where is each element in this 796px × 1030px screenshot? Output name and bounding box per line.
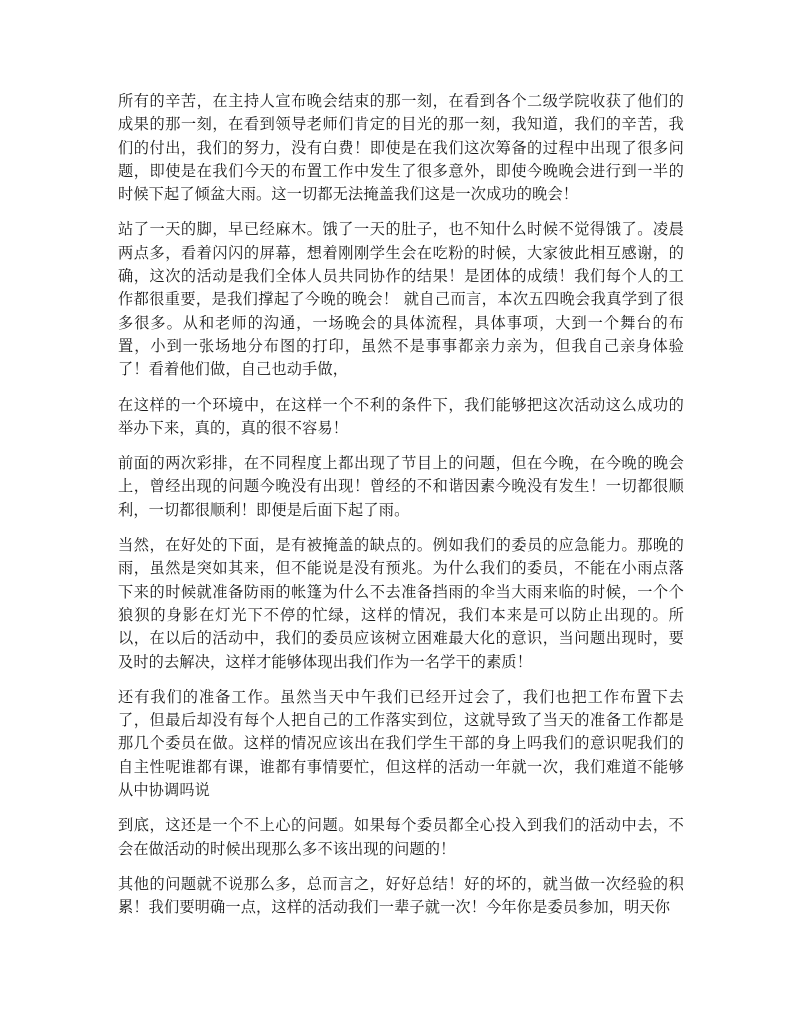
paragraph-6: 还有我们的准备工作。虽然当天中午我们已经开过会了，我们也把工作布置下去了，但最后却没有每个人把自己的工作落实到位，这就导致了当天的准备工作都是那几个委员在做。这样的情况应该出在我们学生干部的身上吗我们的意识呢我们的自主性呢谁都有课，谁都有事情要忙，但这样的活动一年就一次，我们难道不能够从中协调吗说 [118,687,684,800]
document-body [118,90,684,932]
paragraph-4: 前面的两次彩排，在不同程度上都出现了节目上的问题，但在今晚，在今晚的晚会上，曾经出现的问题今晚没有出现！曾经的不和谐因素今晚没有发生！一切都很顺利，一切都很顺利！即便是后面下起了雨。 [118,454,684,519]
paragraph-8: 其他的问题就不说那么多，总而言之，好好总结！好的坏的，就当做一次经验的积累！我们要明确一点，这样的活动我们一辈子就一次！今年你是委员参加，明天你 [118,874,684,917]
paragraph-3: 在这样的一个环境中，在这样一个不利的条件下，我们能够把这次活动这么成功的举办下来，真的，真的很不容易！ [118,395,684,437]
paragraph-1: 所有的辛苦，在主持人宣布晚会结束的那一刻，在看到各个二级学院收获了他们的成果的那一刻，在看到领导老师们肯定的目光的那一刻，我知道，我们的辛苦，我们的付出，我们的努力，没有白费！即使是在我们这次筹备的过程中出现了很多问题，即使是在我们今天的布置工作中发生了很多意外，即使今晚晚会进行到一半的时候下起了倾盆大雨。这一切都无法掩盖我们这是一次成功的晚会！ [118,92,684,204]
paragraph-5: 当然，在好处的下面，是有被掩盖的缺点的。例如我们的委员的应急能力。那晚的雨，虽然是突如其来，但不能说是没有预兆。为什么我们的委员，不能在小雨点落下来的时候就准备防雨的帐篷为什么不去准备挡雨的伞当大雨来临的时候，一个个狼狈的身影在灯光下不停的忙绿，这样的情况，我们本来是可以防止出现的。所以，在以后的活动中，我们的委员应该树立困难最大化的意识，当问题出现时，要及时的去解决，这样才能够体现出我们作为一名学干的素质！ [118,536,684,671]
paragraph-2: 站了一天的脚，早已经麻木。饿了一天的肚子，也不知什么时候不觉得饿了。凌晨两点多，看着闪闪的屏幕，想着刚刚学生会在吃粉的时候，大家彼此相互感谢，的确，这次的活动是我们全体人员共同协作的结果！是团体的成绩！我们每个人的工作都很重要，是我们撑起了今晚的晚会！ 就自己而言，本次五四晚会我真学到了很多很多。从和老师的沟通，一场晚会的具体流程，具体事项，大到一个舞台的布置，小到一张场地分布图的打印，虽然不是事事都亲力亲为，但我自己亲身体验了！看着他们做，自己也动手做， [118,220,684,379]
paragraph-7: 到底，这还是一个不上心的问题。如果每个委员都全心投入到我们的活动中去，不会在做活动的时候出现那么多不该出现的问题的！ [118,816,684,858]
